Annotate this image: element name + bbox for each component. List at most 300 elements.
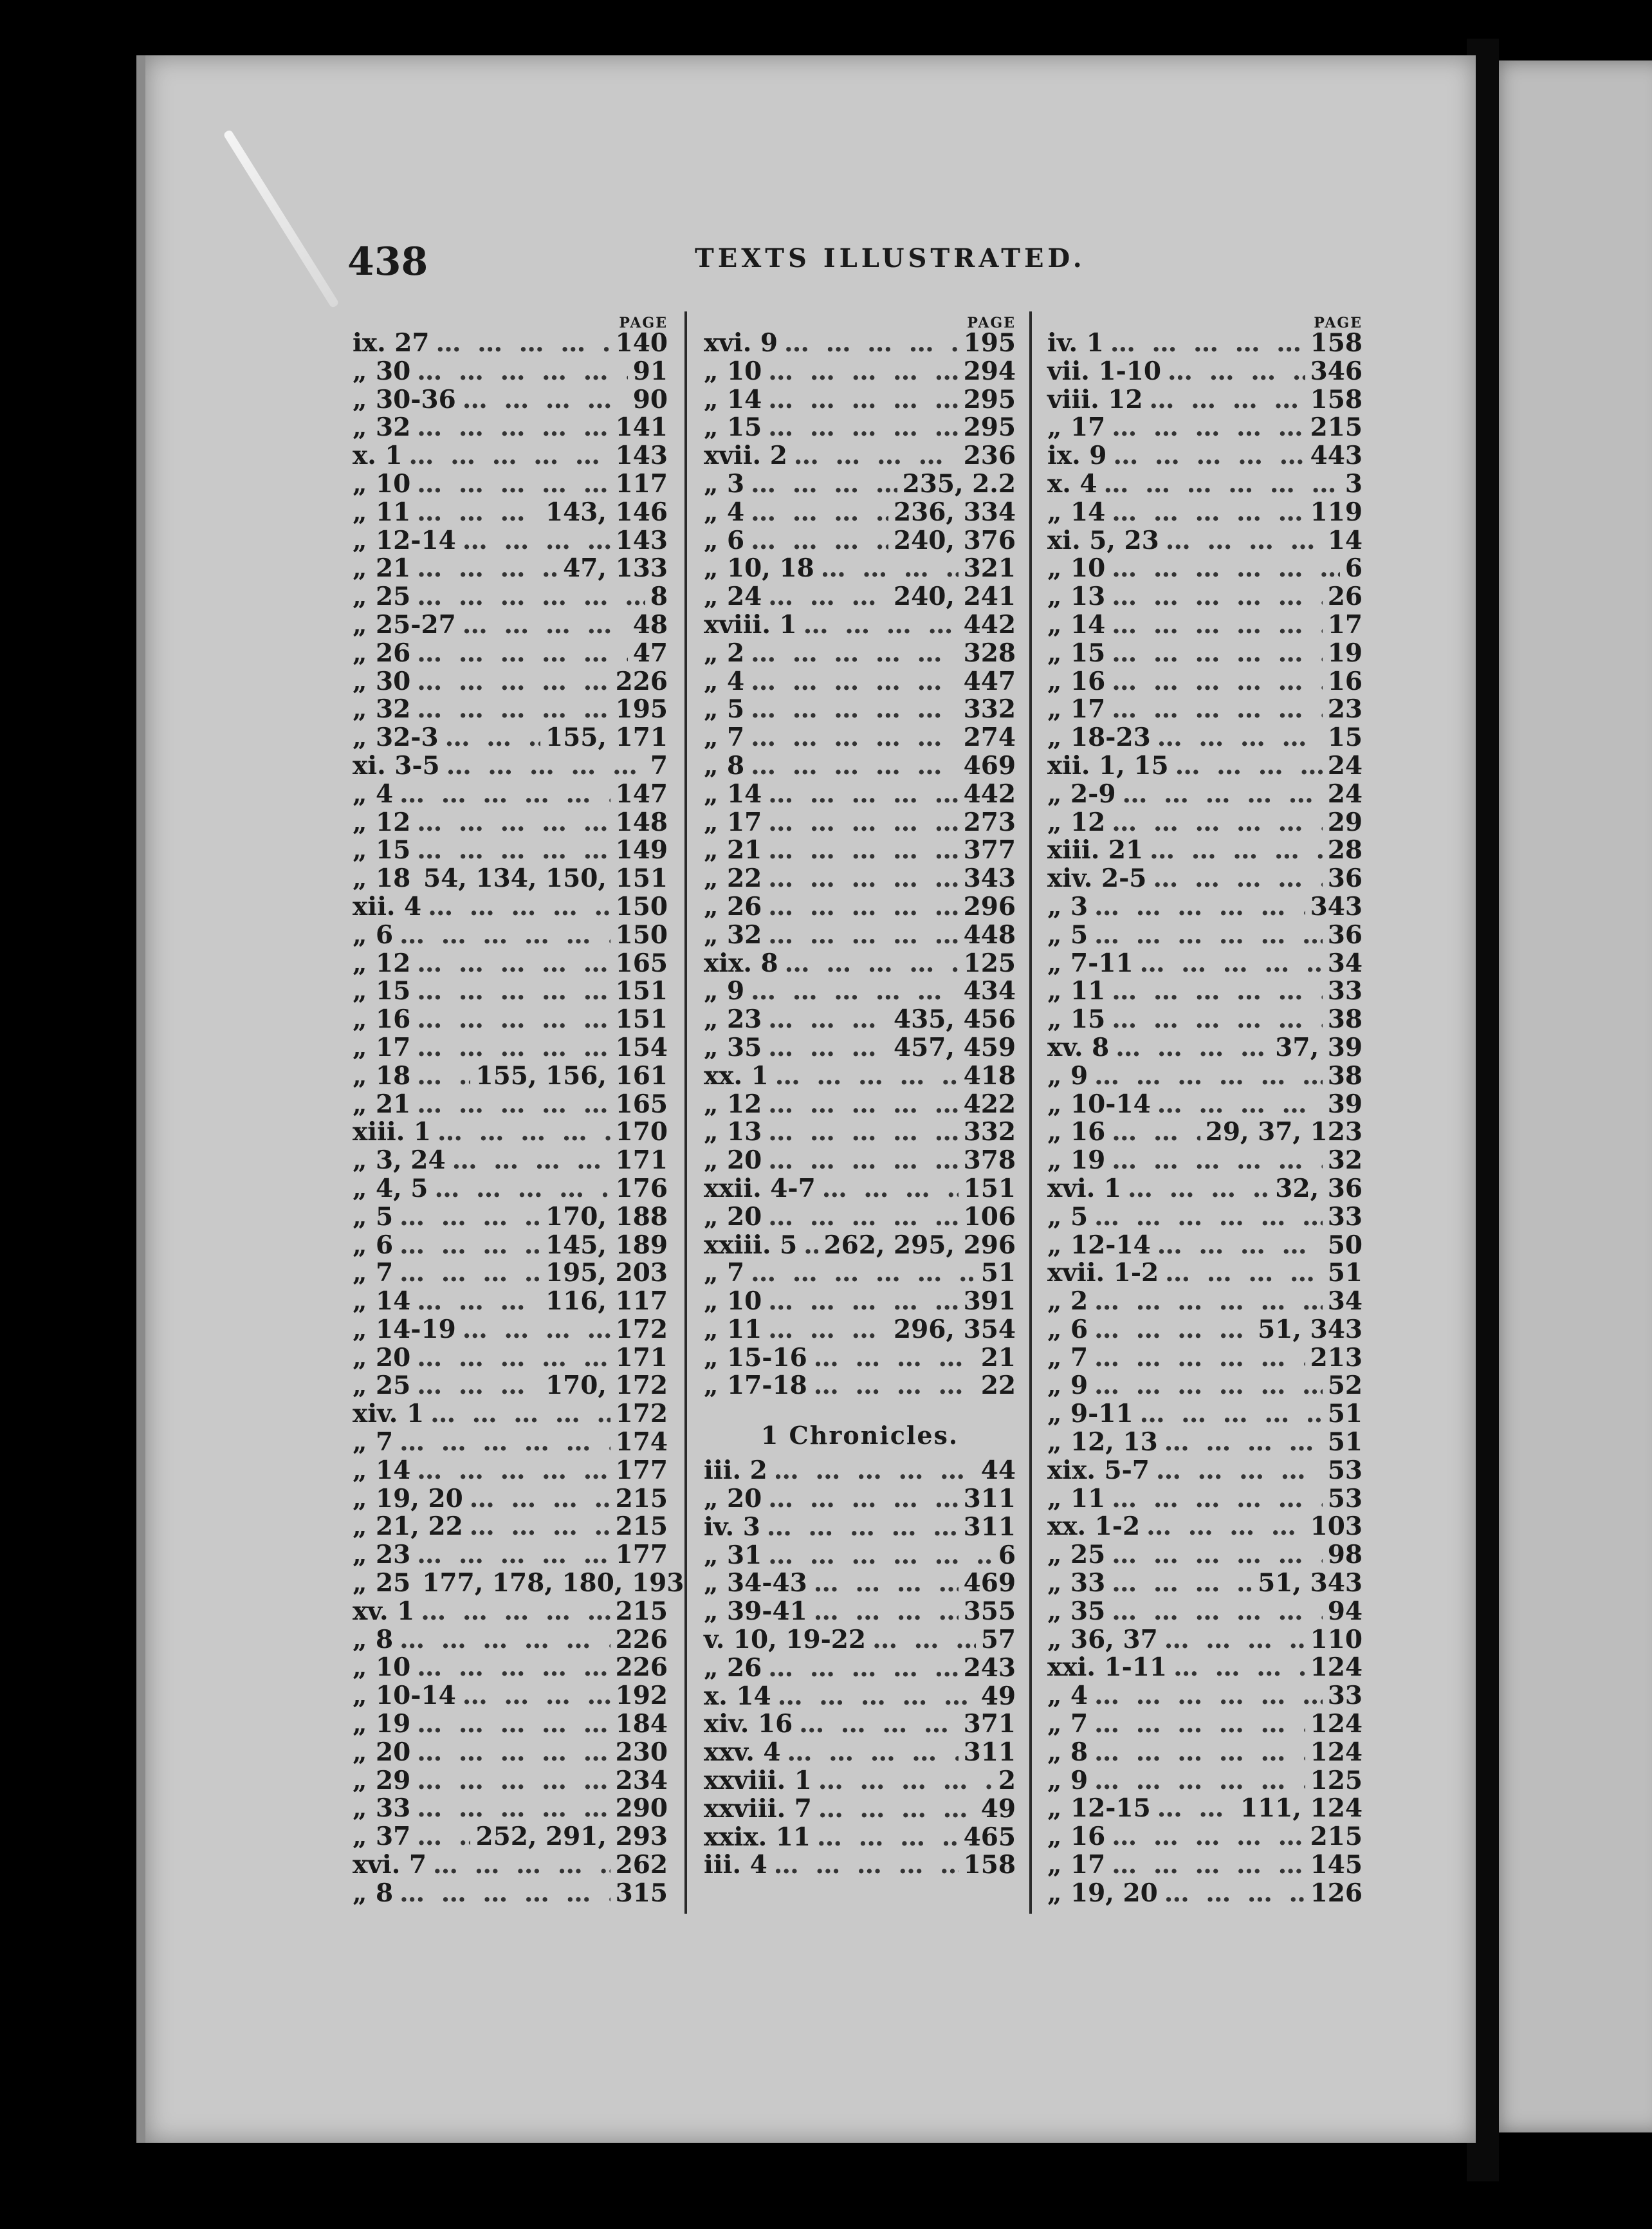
page-references: 158 xyxy=(963,1850,1016,1880)
page-references: 24 xyxy=(1327,779,1363,809)
dot-leader xyxy=(785,950,959,978)
index-entry xyxy=(1047,837,1363,865)
page-references: 236, 334 xyxy=(894,497,1016,527)
page-references: 195 xyxy=(615,694,668,725)
dot-leader xyxy=(417,499,540,527)
index-entry xyxy=(1047,470,1363,499)
page-references: 274 xyxy=(963,723,1016,753)
dot-leader xyxy=(751,1259,976,1288)
page-references: 148 xyxy=(615,807,668,837)
index-entry xyxy=(704,1006,1016,1034)
page-references: 47, 133 xyxy=(563,553,668,584)
dot-leader xyxy=(814,1344,976,1373)
index-entry xyxy=(1047,1288,1363,1316)
scripture-reference: v. 10, 19-22 xyxy=(704,1625,867,1655)
index-entry xyxy=(704,977,1016,1006)
index-entry xyxy=(704,527,1016,555)
scripture-reference: „ 6 xyxy=(353,1230,394,1260)
running-head: TEXTS ILLUSTRATED. xyxy=(695,243,1086,273)
dot-leader xyxy=(417,1344,610,1373)
page-references: 328 xyxy=(963,638,1016,668)
scripture-reference: „ 2-9 xyxy=(1047,779,1116,809)
scripture-reference: „ 17 xyxy=(1047,1850,1106,1880)
page-references: 103 xyxy=(1310,1512,1363,1542)
page-references: 296 xyxy=(963,891,1016,921)
scripture-reference: „ 17-18 xyxy=(704,1371,807,1401)
index-entry xyxy=(704,611,1016,640)
page-references: 262, 295, 296 xyxy=(823,1230,1016,1260)
dot-leader xyxy=(1112,583,1322,611)
scripture-reference: „ 32 xyxy=(353,694,411,725)
dot-leader xyxy=(434,1175,610,1203)
scripture-reference: „ 37 xyxy=(353,1822,411,1852)
index-entry xyxy=(1047,1118,1363,1147)
page-references: 215 xyxy=(1310,1822,1363,1852)
dot-leader xyxy=(768,865,958,893)
dot-leader xyxy=(1094,921,1323,950)
index-entry xyxy=(1047,555,1363,583)
index-entry xyxy=(704,470,1016,499)
index-entry xyxy=(704,1513,1016,1542)
index-entry xyxy=(353,1485,668,1513)
dot-leader xyxy=(1094,1767,1305,1795)
page-references: 332 xyxy=(963,694,1016,725)
scripture-reference: „ 5 xyxy=(704,694,745,725)
page-references: 465 xyxy=(963,1822,1016,1852)
page-references: 145 xyxy=(1310,1850,1363,1880)
index-entry xyxy=(1047,865,1363,893)
scripture-reference: xxviii. 1 xyxy=(704,1766,812,1796)
page-references: 17 xyxy=(1327,609,1363,640)
dot-leader xyxy=(817,1824,959,1852)
dot-leader xyxy=(1140,1400,1323,1429)
index-entry xyxy=(353,555,668,583)
index-column-middle xyxy=(704,317,1016,1880)
scripture-reference: „ 10 xyxy=(353,468,411,499)
page-references: 332 xyxy=(963,1117,1016,1147)
dot-leader xyxy=(794,442,959,470)
section-heading: 1 Chronicles. xyxy=(760,1421,959,1450)
page-references: 34 xyxy=(1327,1286,1363,1317)
scripture-reference: iv. 3 xyxy=(704,1512,760,1542)
index-entry xyxy=(704,1062,1016,1091)
dot-leader xyxy=(1156,1457,1323,1485)
scripture-reference: „ 16 xyxy=(353,1004,411,1035)
dot-leader xyxy=(872,1626,976,1654)
scripture-reference: „ 17 xyxy=(1047,694,1106,725)
dot-leader xyxy=(417,977,610,1006)
dot-leader xyxy=(1150,386,1305,414)
index-entry xyxy=(1047,386,1363,414)
index-entry xyxy=(704,1824,1016,1852)
index-entry xyxy=(353,611,668,640)
page-references: 22 xyxy=(980,1371,1016,1401)
dot-leader xyxy=(1104,470,1340,499)
index-entry xyxy=(1047,1541,1363,1569)
page-references: 448 xyxy=(963,920,1016,950)
scripture-reference: „ 2 xyxy=(704,638,745,668)
dot-leader xyxy=(470,1513,610,1541)
scripture-reference: x. 1 xyxy=(353,441,403,471)
dot-leader xyxy=(417,1006,610,1034)
index-entry xyxy=(353,1541,668,1569)
page-references: 371 xyxy=(963,1709,1016,1739)
page-references: 143 xyxy=(615,441,668,471)
index-entry xyxy=(1047,1767,1363,1795)
dot-leader xyxy=(1164,1880,1305,1908)
index-entry xyxy=(704,555,1016,583)
index-entry xyxy=(704,1710,1016,1739)
page-references: 434 xyxy=(963,976,1016,1006)
index-entry xyxy=(353,1682,668,1710)
index-entry xyxy=(353,696,668,724)
scripture-reference: „ 12 xyxy=(353,948,411,978)
dot-leader xyxy=(768,1006,888,1034)
index-entry xyxy=(704,499,1016,527)
index-entry xyxy=(353,865,668,893)
page-references: 418 xyxy=(963,1060,1016,1091)
scripture-reference: „ 10-14 xyxy=(353,1681,456,1711)
page-references: 52 xyxy=(1327,1371,1363,1401)
scripture-reference: „ 21 xyxy=(353,1089,411,1119)
page-references: 3 xyxy=(1345,468,1363,499)
dot-leader xyxy=(774,1851,959,1880)
index-entry xyxy=(353,1710,668,1739)
page-references: 111, 124 xyxy=(1240,1793,1363,1824)
dot-leader xyxy=(1113,442,1305,470)
scripture-reference: „ 14 xyxy=(704,384,762,414)
dot-leader xyxy=(399,1429,610,1457)
index-entry xyxy=(1047,1006,1363,1034)
page-references: 343 xyxy=(963,864,1016,894)
scripture-reference: „ 25-27 xyxy=(353,609,456,640)
dot-leader xyxy=(1164,1626,1305,1654)
page-references: 37, 39 xyxy=(1275,1032,1363,1062)
scripture-reference: „ 4, 5 xyxy=(353,1173,428,1203)
page-references: 422 xyxy=(963,1089,1016,1119)
index-entry xyxy=(353,809,668,837)
dot-leader xyxy=(1094,1739,1305,1767)
index-entry xyxy=(704,921,1016,950)
index-entry xyxy=(704,724,1016,752)
dot-leader xyxy=(818,1767,993,1795)
page-references: 26 xyxy=(1327,582,1363,612)
index-entry xyxy=(704,1457,1016,1485)
dot-leader xyxy=(399,1232,540,1260)
dot-leader xyxy=(768,1288,958,1316)
dot-leader xyxy=(409,442,610,470)
page-references: 44 xyxy=(980,1456,1016,1486)
page-references: 213 xyxy=(1310,1342,1363,1373)
dot-leader xyxy=(1094,1288,1323,1316)
scripture-reference: xii. 1, 15 xyxy=(1047,750,1169,781)
index-entry xyxy=(1047,1569,1363,1598)
dot-leader xyxy=(814,1372,976,1400)
dot-leader xyxy=(417,1739,610,1767)
index-entry xyxy=(704,1034,1016,1062)
scripture-reference: iii. 4 xyxy=(704,1850,767,1880)
page-references: 226 xyxy=(615,1652,668,1683)
dot-leader xyxy=(751,724,958,752)
page-references: 457, 459 xyxy=(894,1032,1016,1062)
index-entry xyxy=(704,1485,1016,1513)
page-references: 469 xyxy=(963,750,1016,781)
scripture-reference: „ 16 xyxy=(1047,1822,1106,1852)
scripture-reference: „ 16 xyxy=(1047,1117,1106,1147)
page-references: 150 xyxy=(615,891,668,921)
page-references: 195 xyxy=(963,328,1016,358)
dot-leader xyxy=(1094,1344,1305,1373)
dot-leader xyxy=(399,1626,610,1654)
index-entry xyxy=(1047,640,1363,668)
scripture-reference: „ 7 xyxy=(353,1427,394,1457)
scripture-reference: „ 15 xyxy=(704,412,762,443)
page-references: 23 xyxy=(1327,694,1363,725)
page-references: 125 xyxy=(1310,1765,1363,1795)
dot-leader xyxy=(751,752,958,781)
dot-leader xyxy=(399,1880,610,1908)
scripture-reference: vii. 1-10 xyxy=(1047,356,1162,386)
scripture-reference: „ 17 xyxy=(353,1032,411,1062)
scripture-reference: „ 10 xyxy=(704,356,762,386)
page-references: 236 xyxy=(963,441,1016,471)
dot-leader xyxy=(768,1034,888,1062)
index-entry xyxy=(353,1457,668,1485)
page-references: 39 xyxy=(1327,1089,1363,1119)
dot-leader xyxy=(417,837,610,865)
scripture-reference: xix. 5-7 xyxy=(1047,1455,1150,1485)
dot-leader xyxy=(768,1316,888,1344)
page-references: 33 xyxy=(1327,1681,1363,1711)
page-references: 177, 178, 180, 193 xyxy=(422,1568,684,1598)
page-references: 154 xyxy=(615,1032,668,1062)
page-references: 311 xyxy=(963,1484,1016,1514)
index-entry xyxy=(1047,499,1363,527)
scripture-reference: „ 7 xyxy=(1047,1709,1088,1739)
dot-leader xyxy=(1112,640,1322,668)
index-entry xyxy=(1047,358,1363,386)
page-references: 6 xyxy=(998,1540,1016,1570)
dot-leader xyxy=(417,1541,610,1569)
index-entry xyxy=(1047,1654,1363,1682)
scripture-reference: „ 4 xyxy=(704,666,745,696)
page-references: 149 xyxy=(615,835,668,865)
scripture-reference: „ 35 xyxy=(1047,1596,1106,1626)
dot-leader xyxy=(1094,1062,1323,1091)
scripture-reference: „ 15 xyxy=(353,976,411,1006)
scripture-reference: „ 25 xyxy=(353,1371,411,1401)
scripture-reference: „ 34-43 xyxy=(704,1568,807,1598)
dot-leader xyxy=(1166,527,1323,555)
dot-leader xyxy=(768,1203,958,1232)
page-references: 14 xyxy=(1327,525,1363,555)
dot-leader xyxy=(778,1683,976,1711)
dot-leader xyxy=(1153,865,1322,893)
page-references: 155, 156, 161 xyxy=(475,1060,668,1091)
index-entry xyxy=(353,329,668,358)
page-references: 442 xyxy=(963,779,1016,809)
scripture-reference: „ 9 xyxy=(1047,1060,1088,1091)
dot-leader xyxy=(437,1118,610,1147)
page-references: 243 xyxy=(963,1652,1016,1683)
dot-leader xyxy=(417,358,627,386)
page-references: 170, 172 xyxy=(546,1371,668,1401)
index-entry xyxy=(1047,583,1363,611)
page-references: 49 xyxy=(980,1793,1016,1824)
dot-leader xyxy=(1112,1598,1322,1626)
index-entry xyxy=(1047,1344,1363,1373)
index-entry xyxy=(1047,1851,1363,1880)
scripture-reference: „ 15 xyxy=(1047,1004,1106,1035)
page-references: 147 xyxy=(615,779,668,809)
index-entry xyxy=(704,1767,1016,1795)
index-entries xyxy=(1047,329,1363,1908)
page-references: 252, 291, 293 xyxy=(475,1822,668,1852)
page-references: 215 xyxy=(615,1596,668,1626)
page-references: 315 xyxy=(615,1878,668,1908)
dot-leader xyxy=(445,724,540,752)
scripture-reference: „ 26 xyxy=(704,891,762,921)
index-entry xyxy=(704,358,1016,386)
dot-leader xyxy=(1112,668,1322,696)
scripture-reference: xx. 1 xyxy=(704,1060,769,1091)
index-entry xyxy=(704,1288,1016,1316)
dot-leader xyxy=(1150,837,1323,865)
page-references: 262 xyxy=(615,1850,668,1880)
index-entry xyxy=(353,414,668,442)
page-references: 294 xyxy=(963,356,1016,386)
dot-leader xyxy=(1168,358,1305,386)
dot-leader xyxy=(1128,1175,1270,1203)
page-references: 49 xyxy=(980,1681,1016,1711)
dot-leader xyxy=(417,1372,540,1400)
dot-leader xyxy=(417,696,610,724)
dot-leader xyxy=(421,1598,610,1626)
scripture-reference: „ 4 xyxy=(353,779,394,809)
index-entry xyxy=(353,470,668,499)
page-references: 91 xyxy=(632,356,668,386)
dot-leader xyxy=(1112,414,1305,442)
index-entry xyxy=(704,442,1016,470)
index-entry xyxy=(1047,668,1363,696)
dot-leader xyxy=(768,358,958,386)
page-references: 170 xyxy=(615,1117,668,1147)
scripture-reference: iii. 2 xyxy=(704,1456,767,1486)
index-entry xyxy=(704,837,1016,865)
scripture-reference: „ 9-11 xyxy=(1047,1399,1133,1429)
page-references: 51 xyxy=(1327,1399,1363,1429)
index-entry xyxy=(1047,414,1363,442)
index-entry xyxy=(1047,1316,1363,1344)
scripture-reference: xxv. 4 xyxy=(704,1737,781,1768)
dot-leader xyxy=(1112,1006,1322,1034)
scripture-reference: xi. 5, 23 xyxy=(1047,525,1159,555)
page-references: 110 xyxy=(1310,1624,1363,1654)
dot-leader xyxy=(768,1091,958,1119)
page-references: 15 xyxy=(1327,723,1363,753)
index-entry xyxy=(704,1542,1016,1570)
index-entry xyxy=(353,1739,668,1767)
index-entry xyxy=(353,1062,668,1091)
scripture-reference: „ 14 xyxy=(704,779,762,809)
scripture-reference: „ 12 xyxy=(353,807,411,837)
scripture-reference: „ 15 xyxy=(1047,638,1106,668)
scripture-reference: „ 22 xyxy=(704,864,762,894)
scripture-reference: „ 26 xyxy=(353,638,411,668)
page-references: 21 xyxy=(980,1342,1016,1373)
scripture-reference: „ 5 xyxy=(353,1201,394,1232)
index-entry xyxy=(704,1118,1016,1147)
index-entry xyxy=(1047,442,1363,470)
dot-leader xyxy=(768,583,888,611)
page-references: 53 xyxy=(1327,1483,1363,1513)
page-column-label: PAGE xyxy=(619,315,668,331)
scripture-reference: „ 8 xyxy=(353,1624,394,1654)
dot-leader xyxy=(417,668,610,696)
dot-leader xyxy=(1112,1485,1322,1513)
page-references: 172 xyxy=(615,1314,668,1344)
dot-leader xyxy=(417,583,645,611)
page-references: 215 xyxy=(1310,412,1363,443)
dot-leader xyxy=(775,1062,959,1091)
page-references: 124 xyxy=(1310,1737,1363,1767)
index-entry xyxy=(353,640,668,668)
dot-leader xyxy=(417,1034,610,1062)
dot-leader xyxy=(751,640,958,668)
index-entry xyxy=(704,1654,1016,1683)
index-entry xyxy=(704,1316,1016,1344)
index-entry xyxy=(1047,1739,1363,1767)
scripture-reference: „ 15-16 xyxy=(704,1342,807,1373)
scripture-reference: „ 33 xyxy=(353,1793,411,1824)
dot-leader xyxy=(428,893,610,921)
dot-leader xyxy=(1140,950,1323,978)
index-entry xyxy=(353,837,668,865)
dot-leader xyxy=(399,781,610,809)
page-references: 240, 376 xyxy=(894,525,1016,555)
index-entries xyxy=(704,1457,1016,1880)
dot-leader xyxy=(768,837,958,865)
index-entry xyxy=(1047,1091,1363,1119)
scripture-reference: xvii. 1-2 xyxy=(1047,1258,1159,1288)
page-references: 435, 456 xyxy=(894,1004,1016,1035)
index-entry xyxy=(704,752,1016,781)
scripture-reference: „ 20 xyxy=(704,1484,762,1514)
dot-leader xyxy=(768,809,958,837)
dot-leader xyxy=(767,1513,959,1542)
dot-leader xyxy=(417,1823,470,1851)
index-entry xyxy=(704,950,1016,978)
index-entry xyxy=(353,1006,668,1034)
index-entry xyxy=(1047,1372,1363,1400)
page-references: 192 xyxy=(615,1681,668,1711)
page-references: 51, 343 xyxy=(1258,1568,1363,1598)
dot-leader xyxy=(1164,1429,1323,1457)
scripture-reference: „ 29 xyxy=(353,1765,411,1795)
scripture-reference: „ 36, 37 xyxy=(1047,1624,1158,1654)
index-entry xyxy=(704,1598,1016,1626)
dot-leader xyxy=(399,921,610,950)
scripture-reference: „ 12, 13 xyxy=(1047,1427,1158,1457)
dot-leader xyxy=(784,329,959,358)
page-references: 296, 354 xyxy=(894,1314,1016,1344)
dot-leader xyxy=(1112,1118,1200,1147)
index-entry xyxy=(353,893,668,921)
index-entry xyxy=(1047,977,1363,1006)
dot-leader xyxy=(1112,1147,1322,1175)
page-references: 32, 36 xyxy=(1275,1173,1363,1203)
index-column-right xyxy=(1047,317,1363,1908)
